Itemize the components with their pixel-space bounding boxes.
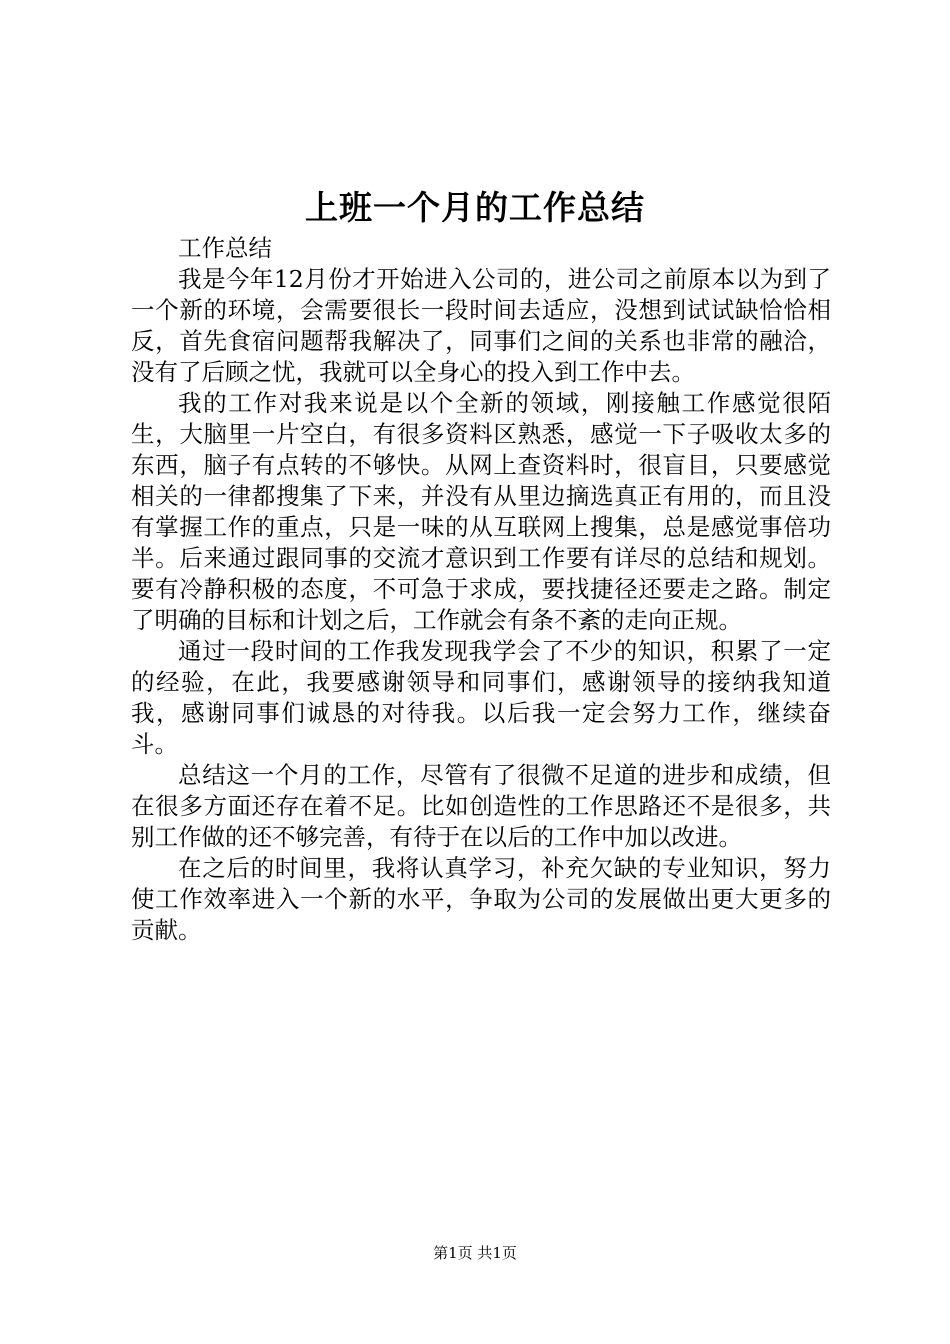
document-subtitle: 工作总结: [178, 234, 272, 262]
paragraph-4: 总结这一个月的工作，尽管有了很微不足道的进步和成绩，但在很多方面还存在着不足。比如创造性的工作思路还不是很多，共别工作做的还不够完善，有待于在以后的工作中加以改进。: [131, 761, 831, 851]
paragraph-3: 通过一段时间的工作我发现我学会了不少的知识，积累了一定的经验，在此，我要感谢领导和同事们，感谢领导的接纳我知道我，感谢同事们诚恳的对待我。以后我一定会努力工作，继续奋斗。: [131, 637, 831, 758]
document-body: [131, 233, 831, 946]
paragraph-1: 我是今年12月份才开始进入公司的，进公司之前原本以为到了一个新的环境，会需要很长一段时间去适应，没想到试试缺恰恰相反，首先食宿问题帮我解决了，同事们之间的关系也非常的融洽，没有了后顾之忧，我就可以全身心的投入到工作中去。: [131, 265, 831, 386]
paragraph-2: 我的工作对我来说是以个全新的领域，刚接触工作感觉很陌生，大脑里一片空白，有很多资料区熟悉，感觉一下子吸收太多的东西，脑子有点转的不够快。从网上查资料时，很盲目，只要感觉相关的一律都搜集了下来，并没有从里边摘选真正有用的，而且没有掌握工作的重点，只是一味的从互联网上搜集，总是感觉事倍功半。后来通过跟同事的交流才意识到工作要有详尽的总结和规划。要有冷静积极的态度，不可急于求成，要找捷径还要走之路。制定了明确的目标和计划之后，工作就会有条不紊的走向正规。: [131, 389, 831, 634]
page-footer: 第1页 共1页: [433, 1244, 517, 1262]
paragraph-5: 在之后的时间里，我将认真学习，补充欠缺的专业知识，努力使工作效率进入一个新的水平，争取为公司的发展做出更大更多的贡献。: [131, 854, 831, 944]
document-title: 上班一个月的工作总结: [305, 188, 645, 227]
